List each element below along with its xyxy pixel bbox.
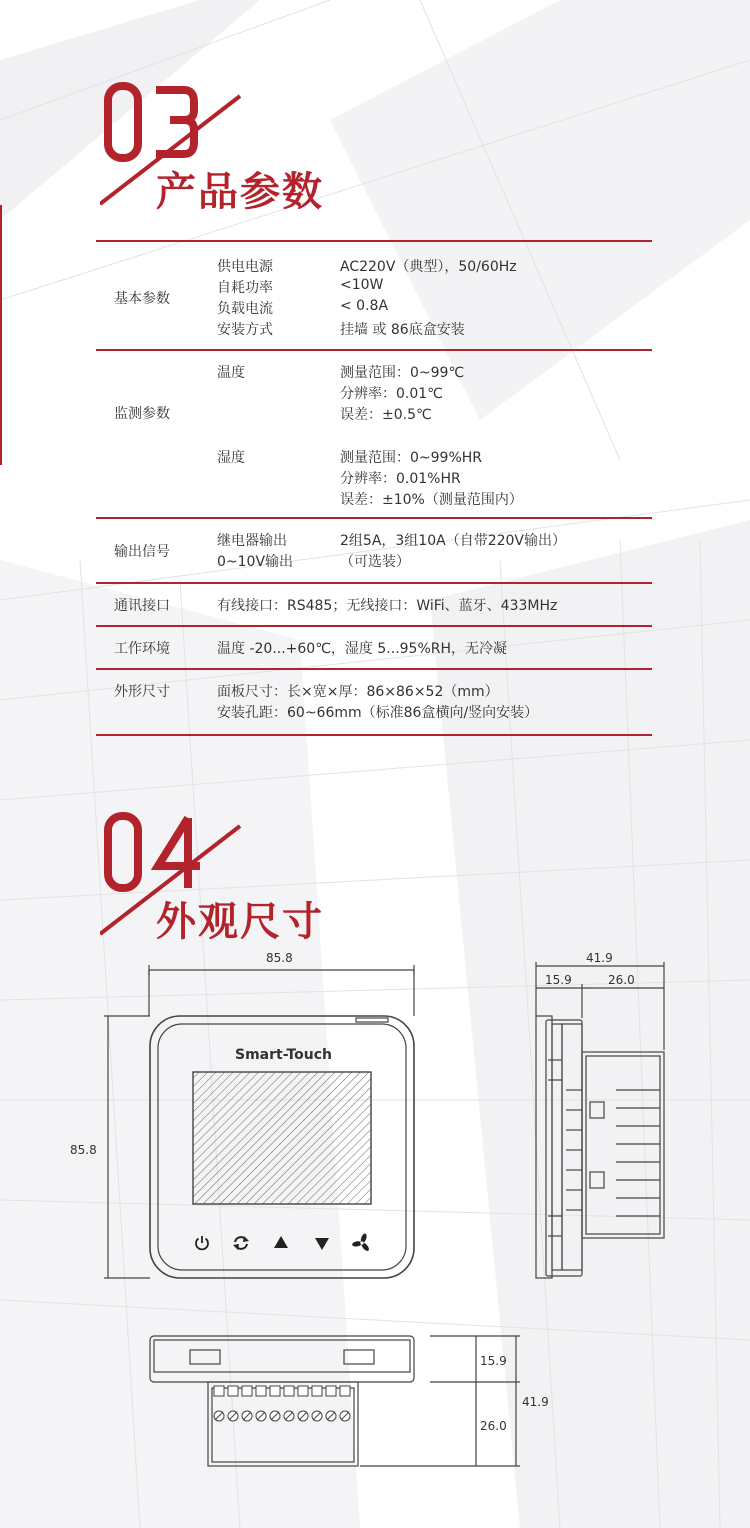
spec-value: 误差：±0.5℃ — [340, 407, 432, 423]
bottom-total-label: 41.9 — [522, 1395, 549, 1409]
front-height-label: 85.8 — [70, 1143, 97, 1157]
spec-row-monitor — [96, 349, 652, 517]
spec-param: 供电电源 — [217, 259, 273, 275]
spec-value: < 0.8A — [340, 298, 389, 314]
spec-row-size — [96, 668, 652, 736]
spec-param: 负载电流 — [217, 301, 273, 317]
down-arrow-icon[interactable] — [315, 1238, 329, 1250]
front-width-label: 85.8 — [266, 951, 293, 965]
spec-value: 误差：±10%（测量范围内） — [340, 492, 523, 508]
left-accent-bar — [0, 205, 2, 465]
spec-value: <10W — [340, 277, 384, 293]
spec-param: 继电器输出 — [217, 533, 287, 549]
spec-value: 2组5A，3组10A（自带220V输出） — [340, 533, 566, 549]
spec-param: 安装方式 — [217, 322, 273, 338]
spec-row-output — [96, 517, 652, 582]
spec-table — [96, 240, 652, 736]
front-view — [104, 965, 414, 1278]
spec-value: 安装孔距：60~66mm（标准86盒横向/竖向安装） — [217, 705, 539, 721]
spec-value: 温度 -20...+60℃，湿度 5...95%RH，无冷凝 — [217, 641, 508, 657]
side-view — [536, 962, 664, 1278]
side-part2-label: 26.0 — [608, 973, 635, 987]
spec-category: 工作环境 — [114, 641, 170, 657]
spec-value: 测量范围：0~99℃ — [340, 365, 465, 381]
brand-label: Smart-Touch — [235, 1047, 333, 1063]
cycle-icon[interactable] — [233, 1236, 249, 1250]
spec-param: 温度 — [217, 365, 245, 381]
spec-category: 外形尺寸 — [114, 684, 170, 700]
fan-icon[interactable] — [352, 1233, 371, 1253]
spec-row-comm — [96, 582, 652, 625]
spec-value: 面板尺寸：长×宽×厚：86×86×52（mm） — [217, 684, 499, 700]
power-icon[interactable] — [196, 1236, 208, 1249]
spec-value: 挂墙 或 86底盒安装 — [340, 322, 465, 338]
up-arrow-icon[interactable] — [274, 1236, 288, 1248]
spec-row-basic — [96, 240, 652, 349]
spec-param: 0~10V输出 — [217, 554, 294, 570]
spec-value: 分辨率：0.01%HR — [340, 471, 461, 487]
section-title-03: 产品参数 — [156, 169, 324, 215]
spec-category: 监测参数 — [114, 406, 170, 422]
bottom-part2-label: 26.0 — [480, 1419, 507, 1433]
spec-value: AC220V（典型），50/60Hz — [340, 259, 517, 275]
spec-value: 分辨率：0.01℃ — [340, 386, 443, 402]
bottom-part1-label: 15.9 — [480, 1354, 507, 1368]
side-total-label: 41.9 — [586, 951, 613, 965]
bottom-view — [150, 1336, 520, 1466]
spec-row-environment — [96, 625, 652, 668]
spec-param: 湿度 — [217, 450, 245, 466]
spec-category: 基本参数 — [114, 291, 170, 307]
dimension-drawing — [0, 940, 750, 1500]
spec-category: 通讯接口 — [114, 598, 170, 614]
section-title-04: 外观尺寸 — [156, 899, 324, 945]
side-part1-label: 15.9 — [545, 973, 572, 987]
spec-value: 测量范围：0~99%HR — [340, 450, 483, 466]
spec-value: 有线接口：RS485；无线接口：WiFi、蓝牙、433MHz — [217, 598, 558, 614]
spec-value: （可选装） — [340, 554, 410, 570]
terminal-block — [214, 1386, 350, 1421]
spec-param: 自耗功率 — [217, 280, 273, 296]
spec-category: 输出信号 — [114, 544, 170, 560]
